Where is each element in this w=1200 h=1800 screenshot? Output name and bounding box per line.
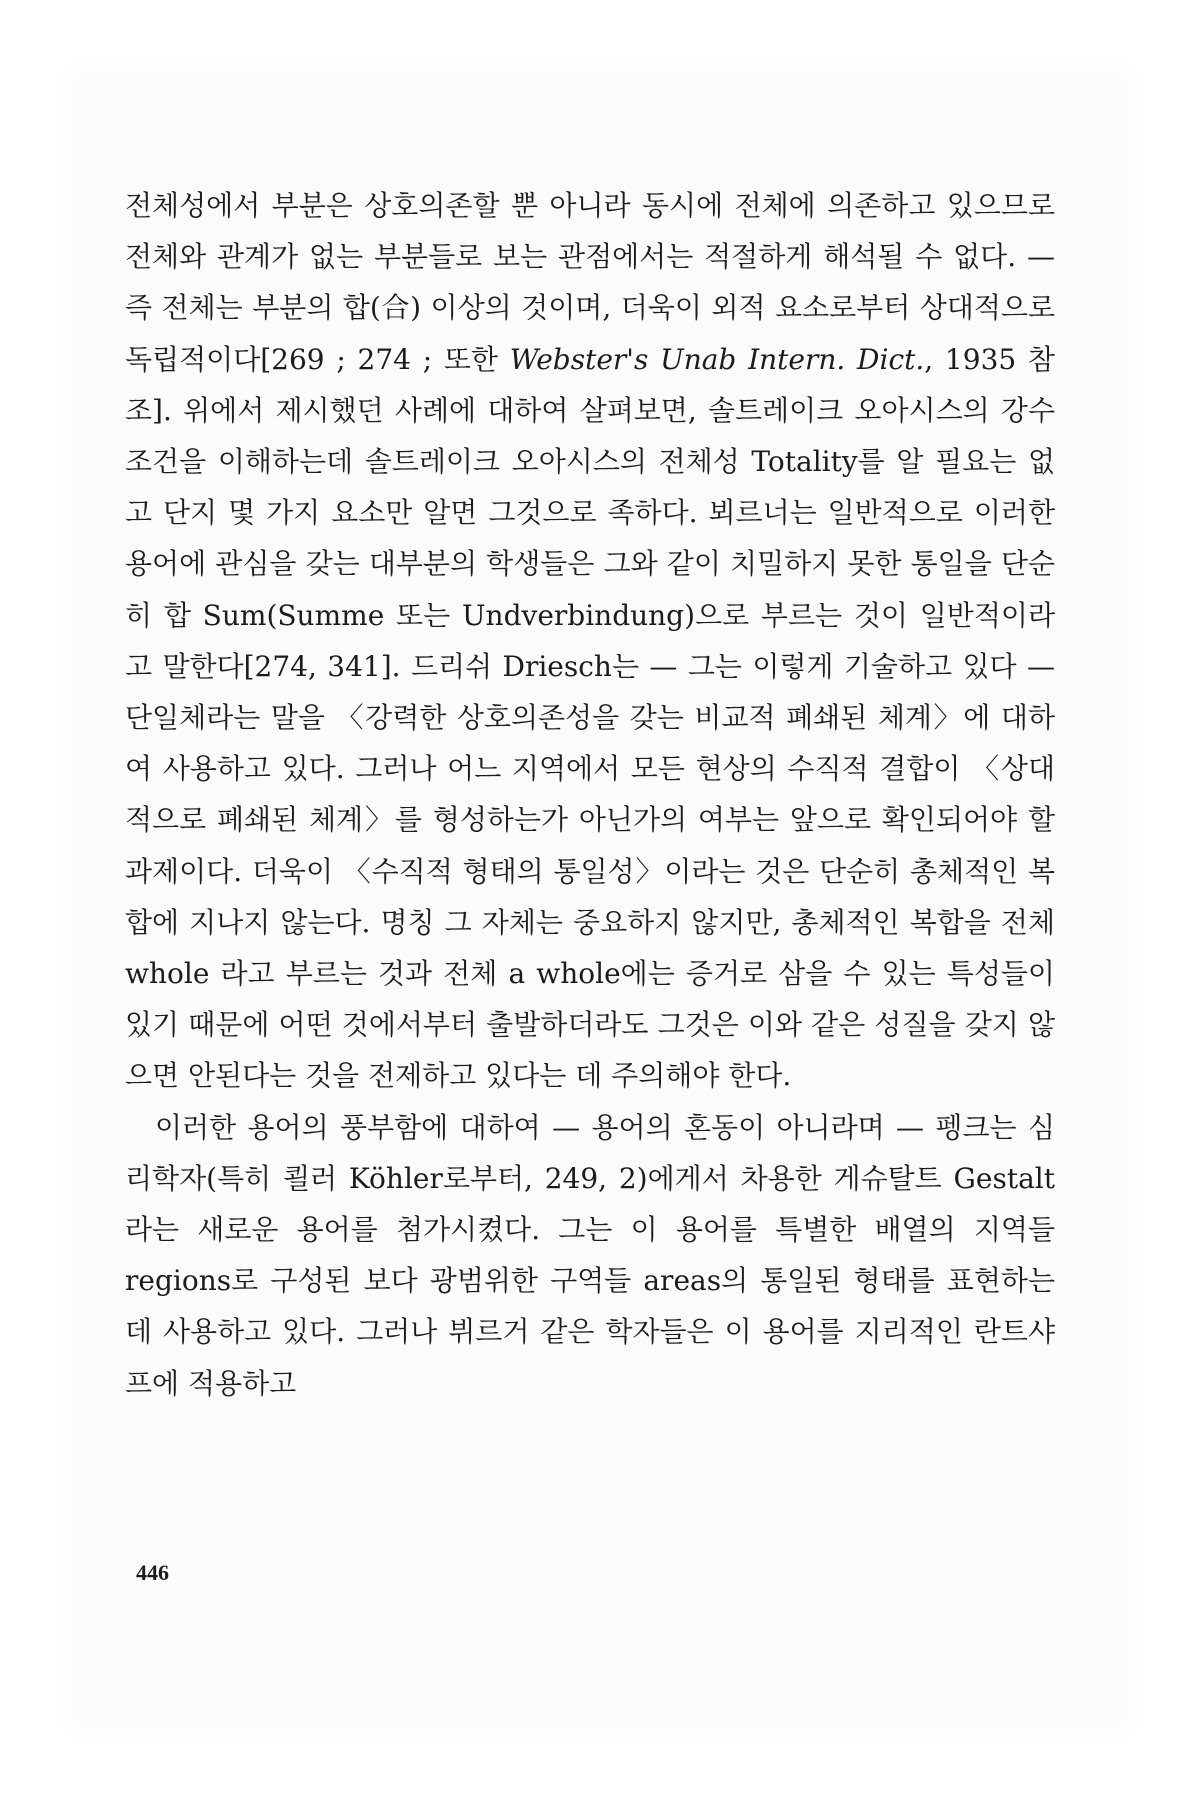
paragraph-1-text-a: 전체성에서 부분은 상호의존할 뿐 아니라 동시에 전체에 의존하고 있으므로 전체와 관계가 없는 부분들로 보는 관점에서는 적절하게 해석될 수 없다. — 즉 전체는 부분의 합(合) 이상의 것이며, 더욱이 외적 요소로부터 상대적으로 독립적이다[269 ; 274 ; 또한	[125, 189, 1055, 376]
page-number: 446	[136, 1560, 169, 1585]
citation-title: Webster's Unab Intern. Dict.	[509, 342, 925, 376]
paragraph-2: 이러한 용어의 풍부함에 대하여 — 용어의 혼동이 아니라며 — 펭크는 심리학자(특히 쾰러 Köhler로부터, 249, 2)에게서 차용한 게슈탈트 Gestalt라는 새로운 용어를 첨가시켰다. 그는 이 용어를 특별한 배열의 지역들 regions로 구성된 보다 광범위한 구역들 areas의 통일된 형태를 표현하는 데 사용하고 있다. 그러나 뷔르거 같은 학자들은 이 용어를 지리적인 란트샤프에 적용하고	[125, 1110, 1055, 1400]
paragraph-1	[125, 180, 1055, 1102]
paragraph-1-text-b: , 1935 참조]. 위에서 제시했던 사례에 대하여 살펴보면, 솔트레이크 오아시스의 강수 조건을 이해하는데 솔트레이크 오아시스의 전체성 Totality를 알 필요는 없고 단지 몇 가지 요소만 알면 그것으로 족하다. 뵈르너는 일반적으로 이러한 용어에 관심을 갖는 대부분의 학생들은 그와 같이 치밀하지 못한 통일을 단순히 합 Sum(Summe 또는 Undverbindung)으로 부르는 것이 일반적이라고 말한다[274, 341]. 드리쉬 Driesch는 — 그는 이렇게 기술하고 있다 — 단일체라는 말을 〈강력한 상호의존성을 갖는 비교적 폐쇄된 체계〉에 대하여 사용하고 있다. 그러나 어느 지역에서 모든 현상의 수직적 결합이 〈상대적으로 폐쇄된 체계〉를 형성하는가 아닌가의 여부는 앞으로 확인되어야 할 과제이다. 더욱이 〈수직적 형태의 통일성〉이라는 것은 단순히 총체적인 복합에 지나지 않는다. 명칭 그 자체는 중요하지 않지만, 총체적인 복합을 전체 whole 라고 부르는 것과 전체 a whole에는 증거로 삼을 수 있는 특성들이 있기 때문에 어떤 것에서부터 출발하더라도 그것은 이와 같은 성질을 갖지 않으면 안된다는 것을 전제하고 있다는 데 주의해야 한다.	[125, 342, 1055, 1093]
body-text	[125, 180, 1055, 1409]
